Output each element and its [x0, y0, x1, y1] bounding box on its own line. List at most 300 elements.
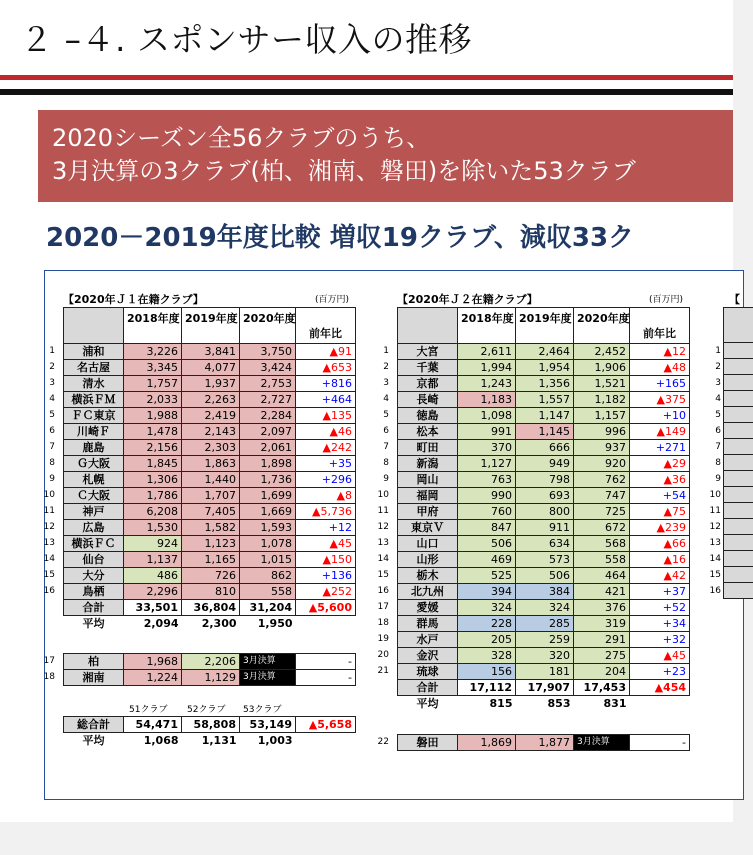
- club-name: Ｃ大阪: [64, 488, 124, 504]
- row-number: 7: [715, 442, 721, 452]
- value-2020: 2,097: [240, 424, 296, 440]
- row-number: 3: [383, 378, 389, 388]
- total-row: [64, 600, 356, 616]
- average-2018: 2,094: [143, 617, 179, 631]
- club-row: [64, 472, 356, 488]
- club-name: 千葉: [398, 360, 458, 376]
- club-row: [398, 520, 690, 536]
- header-yoy: 前年比: [630, 308, 690, 344]
- club-row: [398, 552, 690, 568]
- row-number: 6: [49, 426, 55, 436]
- club-name: 横浜ＦＭ: [64, 392, 124, 408]
- value-yoy: ▲150: [296, 552, 356, 568]
- value-2018: 763: [458, 472, 516, 488]
- club-name: 清水: [64, 376, 124, 392]
- value-yoy: ▲46: [296, 424, 356, 440]
- row-number: 5: [715, 410, 721, 420]
- value-yoy: ▲239: [630, 520, 690, 536]
- club-row: [64, 568, 356, 584]
- j2-excluded-table: [397, 734, 690, 751]
- row-number: 1: [383, 346, 389, 356]
- value-2020: 291: [574, 632, 630, 648]
- banner-line-2: 3月決算の3クラブ(柏、湘南、磐田)を除いた53クラブ: [52, 157, 636, 185]
- comparison-subtitle: 2020－2019年度比較 増収19クラブ、減収33ク: [46, 223, 635, 253]
- total-row: [398, 680, 690, 696]
- header-2019: 2019年度: [516, 308, 574, 344]
- row-number: 11: [43, 506, 55, 516]
- value-2019: 1,356: [516, 376, 574, 392]
- j3-club-cell: [723, 583, 753, 599]
- value-yoy: ▲16: [630, 552, 690, 568]
- value-2020-march-fiscal: 3月決算: [574, 735, 630, 751]
- row-number: 4: [383, 394, 389, 404]
- value-yoy: +35: [296, 456, 356, 472]
- value-2018: 3,345: [124, 360, 182, 376]
- value-2018: 205: [458, 632, 516, 648]
- value-2019: 1,129: [182, 670, 240, 686]
- value-2020: 2,284: [240, 408, 296, 424]
- row-number: 11: [709, 506, 721, 516]
- value-yoy: +136: [296, 568, 356, 584]
- value-2020: 376: [574, 600, 630, 616]
- average-2020: 831: [603, 697, 627, 711]
- value-2018: 486: [124, 568, 182, 584]
- grand-average-2020: 1,003: [257, 734, 293, 748]
- row-number: 9: [49, 474, 55, 484]
- club-row: [398, 488, 690, 504]
- banner-line-1: 2020シーズン全56クラブのうち、: [52, 124, 431, 152]
- value-2019: 798: [516, 472, 574, 488]
- row-number: 19: [377, 634, 389, 644]
- club-row: [398, 456, 690, 472]
- club-name: 柏: [64, 654, 124, 670]
- total-2020: 31,204: [240, 600, 296, 616]
- grand-total-yoy: ▲5,658: [296, 717, 356, 733]
- value-2019: 693: [516, 488, 574, 504]
- average-2019: 853: [547, 697, 571, 711]
- value-2018: 324: [458, 600, 516, 616]
- row-number: 15: [377, 570, 389, 580]
- value-yoy: ▲5,736: [296, 504, 356, 520]
- row-number: 18: [377, 618, 389, 628]
- value-2019: 1,937: [182, 376, 240, 392]
- value-2018: 525: [458, 568, 516, 584]
- club-name: 町田: [398, 440, 458, 456]
- j1-unit: (百万円): [315, 295, 350, 305]
- row-number: 18: [43, 672, 55, 682]
- value-2020-march-fiscal: 3月決算: [240, 670, 296, 686]
- value-yoy: ▲149: [630, 424, 690, 440]
- value-2020: 1,898: [240, 456, 296, 472]
- value-yoy: ▲45: [630, 648, 690, 664]
- value-yoy: +816: [296, 376, 356, 392]
- total-2019: 17,907: [516, 680, 574, 696]
- row-number: 4: [49, 394, 55, 404]
- average-yoy-empty: [630, 696, 690, 712]
- value-2018: 394: [458, 584, 516, 600]
- club-name: 仙台: [64, 552, 124, 568]
- club-row: [398, 376, 690, 392]
- value-2019: 1,440: [182, 472, 240, 488]
- j1-excluded-table: [63, 653, 356, 686]
- row-number: 7: [49, 442, 55, 452]
- total-2020: 17,453: [574, 680, 630, 696]
- value-2019: 4,077: [182, 360, 240, 376]
- row-number: 10: [43, 490, 55, 500]
- value-2020: 319: [574, 616, 630, 632]
- value-2018: 1,530: [124, 520, 182, 536]
- value-2020: 558: [574, 552, 630, 568]
- row-number: 1: [49, 346, 55, 356]
- value-2020: 1,521: [574, 376, 630, 392]
- value-2019: 573: [516, 552, 574, 568]
- club-row: [64, 440, 356, 456]
- j3-club-cell: [723, 551, 753, 567]
- value-2018: 991: [458, 424, 516, 440]
- club-name: 金沢: [398, 648, 458, 664]
- page-title: ２ –４. スポンサー収入の推移: [20, 20, 472, 59]
- j3-club-cell: [723, 439, 753, 455]
- club-header: [64, 308, 124, 344]
- row-number: 10: [709, 490, 721, 500]
- value-yoy: +296: [296, 472, 356, 488]
- header-row: [398, 308, 690, 344]
- club-row: [398, 664, 690, 680]
- value-2020: 3,424: [240, 360, 296, 376]
- value-2018: 1,869: [458, 735, 516, 751]
- j3-club-cell: [723, 503, 753, 519]
- club-name: 大宮: [398, 344, 458, 360]
- value-yoy: +34: [630, 616, 690, 632]
- grand-average-yoy-empty: [296, 733, 356, 749]
- average-row: [398, 696, 690, 712]
- value-2018: 1,845: [124, 456, 182, 472]
- value-2019: 2,206: [182, 654, 240, 670]
- club-name: 鹿島: [64, 440, 124, 456]
- value-2018: 847: [458, 520, 516, 536]
- header-2019: 2019年度: [182, 308, 240, 344]
- row-number: 5: [383, 410, 389, 420]
- j2-unit: (百万円): [649, 295, 684, 305]
- club-name: 岡山: [398, 472, 458, 488]
- row-number: 2: [715, 362, 721, 372]
- value-2020-march-fiscal: 3月決算: [240, 654, 296, 670]
- value-2019: 1,863: [182, 456, 240, 472]
- value-2019: 7,405: [182, 504, 240, 520]
- club-row: [398, 504, 690, 520]
- club-name: 徳島: [398, 408, 458, 424]
- value-2018: 760: [458, 504, 516, 520]
- value-2020: 920: [574, 456, 630, 472]
- row-number: 6: [383, 426, 389, 436]
- average-yoy-empty: [296, 616, 356, 632]
- club-row: [398, 568, 690, 584]
- club-name: 磐田: [398, 735, 458, 751]
- row-number: 12: [709, 522, 721, 532]
- title-rule-black: [0, 89, 733, 95]
- value-2020: 2,727: [240, 392, 296, 408]
- value-2019: 949: [516, 456, 574, 472]
- value-2020: 1,699: [240, 488, 296, 504]
- club-row: [64, 456, 356, 472]
- value-2020: 275: [574, 648, 630, 664]
- value-yoy: ▲29: [630, 456, 690, 472]
- club-name: 名古屋: [64, 360, 124, 376]
- value-yoy: +464: [296, 392, 356, 408]
- count-label-2020: 53クラブ: [243, 705, 282, 715]
- average-label: 平均: [416, 697, 439, 711]
- value-2019: 1,582: [182, 520, 240, 536]
- value-2018: 1,786: [124, 488, 182, 504]
- row-number: 3: [715, 378, 721, 388]
- grand-average-label: 平均: [82, 734, 105, 748]
- header-2020: 2020年度: [240, 308, 296, 344]
- value-yoy: ▲8: [296, 488, 356, 504]
- value-2020: 204: [574, 664, 630, 680]
- club-name: 福岡: [398, 488, 458, 504]
- value-yoy: -: [630, 735, 690, 751]
- grand-average-2018: 1,068: [143, 734, 179, 748]
- value-yoy: +165: [630, 376, 690, 392]
- club-row: [398, 536, 690, 552]
- value-2020: 558: [240, 584, 296, 600]
- club-name: 横浜ＦＣ: [64, 536, 124, 552]
- row-number: 12: [43, 522, 55, 532]
- value-yoy: +12: [296, 520, 356, 536]
- average-label: 平均: [82, 617, 105, 631]
- club-name: 琉球: [398, 664, 458, 680]
- club-header: [398, 308, 458, 344]
- total-yoy: ▲454: [630, 680, 690, 696]
- value-yoy: ▲42: [630, 568, 690, 584]
- row-number: 20: [377, 650, 389, 660]
- total-label: 合計: [398, 680, 458, 696]
- club-row: [64, 488, 356, 504]
- j3-club-cell: [723, 567, 753, 583]
- j1-table: [63, 307, 356, 632]
- club-row: [398, 392, 690, 408]
- value-yoy: +54: [630, 488, 690, 504]
- value-2019: 1,147: [516, 408, 574, 424]
- club-row: [398, 360, 690, 376]
- value-yoy: ▲91: [296, 344, 356, 360]
- row-number: 12: [377, 522, 389, 532]
- value-2018: 1,137: [124, 552, 182, 568]
- row-number: 17: [377, 602, 389, 612]
- j3-club-cell: [723, 391, 753, 407]
- value-yoy: ▲375: [630, 392, 690, 408]
- value-2018: 924: [124, 536, 182, 552]
- value-2019: 726: [182, 568, 240, 584]
- club-name: 松本: [398, 424, 458, 440]
- row-number: 6: [715, 426, 721, 436]
- value-2020: 2,753: [240, 376, 296, 392]
- value-yoy: ▲45: [296, 536, 356, 552]
- club-name: 東京Ｖ: [398, 520, 458, 536]
- value-2019: 2,303: [182, 440, 240, 456]
- value-2018: 1,224: [124, 670, 182, 686]
- row-number: 8: [383, 458, 389, 468]
- j3-club-cell: [723, 375, 753, 391]
- value-2019: 810: [182, 584, 240, 600]
- value-2019: 666: [516, 440, 574, 456]
- club-row: [64, 376, 356, 392]
- value-2019: 259: [516, 632, 574, 648]
- club-row: [64, 344, 356, 360]
- value-2020: 2,061: [240, 440, 296, 456]
- club-name: 川崎Ｆ: [64, 424, 124, 440]
- row-number: 16: [709, 586, 721, 596]
- value-2020: 747: [574, 488, 630, 504]
- club-name: 愛媛: [398, 600, 458, 616]
- value-2018: 1,968: [124, 654, 182, 670]
- row-number: 15: [43, 570, 55, 580]
- value-2018: 1,306: [124, 472, 182, 488]
- header-2018: 2018年度: [124, 308, 182, 344]
- value-2020: 1,182: [574, 392, 630, 408]
- value-yoy: +23: [630, 664, 690, 680]
- club-name: 山形: [398, 552, 458, 568]
- value-yoy: ▲242: [296, 440, 356, 456]
- club-row: [398, 424, 690, 440]
- row-number: 13: [377, 538, 389, 548]
- row-number: 14: [43, 554, 55, 564]
- grand-total-2018: 54,471: [124, 717, 182, 733]
- value-2018: 2,033: [124, 392, 182, 408]
- sponsor-tables-figure: [44, 270, 744, 800]
- club-name: 神戸: [64, 504, 124, 520]
- value-2020: 568: [574, 536, 630, 552]
- grand-average-row: [64, 733, 356, 749]
- club-row: [64, 392, 356, 408]
- club-row: [64, 408, 356, 424]
- value-2019: 1,123: [182, 536, 240, 552]
- club-row: [64, 360, 356, 376]
- row-number: 14: [377, 554, 389, 564]
- row-number: 1: [715, 346, 721, 356]
- summary-banner: [38, 110, 733, 202]
- average-2018: 815: [489, 697, 513, 711]
- j1-table-title: 【2020年Ｊ１在籍クラブ】: [63, 293, 204, 306]
- total-2018: 33,501: [124, 600, 182, 616]
- header-yoy: 前年比: [296, 308, 356, 344]
- value-2020: 1,157: [574, 408, 630, 424]
- value-2019: 181: [516, 664, 574, 680]
- header-2018: 2018年度: [458, 308, 516, 344]
- j2-excluded-row: [398, 735, 690, 751]
- club-name: 水戸: [398, 632, 458, 648]
- club-row: [398, 632, 690, 648]
- average-2020: 1,950: [257, 617, 293, 631]
- row-number: 9: [383, 474, 389, 484]
- value-yoy: +37: [630, 584, 690, 600]
- j3-club-cell: [723, 423, 753, 439]
- value-2020: 937: [574, 440, 630, 456]
- value-yoy: -: [296, 670, 356, 686]
- club-row: [64, 504, 356, 520]
- club-name: 新潟: [398, 456, 458, 472]
- row-number: 3: [49, 378, 55, 388]
- value-yoy: ▲135: [296, 408, 356, 424]
- row-number: 21: [377, 666, 389, 676]
- row-number: 10: [377, 490, 389, 500]
- value-2018: 370: [458, 440, 516, 456]
- j3-club-cell: [723, 487, 753, 503]
- value-yoy: ▲252: [296, 584, 356, 600]
- value-yoy: +10: [630, 408, 690, 424]
- value-2019: 3,841: [182, 344, 240, 360]
- club-name: 鳥栖: [64, 584, 124, 600]
- value-2018: 1,243: [458, 376, 516, 392]
- value-2018: 6,208: [124, 504, 182, 520]
- row-number: 2: [383, 362, 389, 372]
- row-number: 8: [49, 458, 55, 468]
- value-2018: 228: [458, 616, 516, 632]
- value-2020: 1,015: [240, 552, 296, 568]
- value-2018: 1,183: [458, 392, 516, 408]
- grand-total-2020: 53,149: [240, 717, 296, 733]
- j2-table-title: 【2020年Ｊ２在籍クラブ】: [397, 293, 538, 306]
- value-2018: 2,296: [124, 584, 182, 600]
- value-2018: 506: [458, 536, 516, 552]
- value-2020: 762: [574, 472, 630, 488]
- club-row: [398, 584, 690, 600]
- value-2019: 384: [516, 584, 574, 600]
- club-name: 甲府: [398, 504, 458, 520]
- club-name: 札幌: [64, 472, 124, 488]
- club-row: [398, 344, 690, 360]
- value-yoy: ▲12: [630, 344, 690, 360]
- count-label-2019: 52クラブ: [187, 705, 226, 715]
- value-2019: 1,877: [516, 735, 574, 751]
- club-row: [398, 408, 690, 424]
- j3-club-cell: [723, 535, 753, 551]
- value-2018: 2,156: [124, 440, 182, 456]
- value-yoy: ▲653: [296, 360, 356, 376]
- j3-club-cell: [723, 407, 753, 423]
- grand-total-2019: 58,808: [182, 717, 240, 733]
- j2-table: [397, 307, 690, 712]
- total-2018: 17,112: [458, 680, 516, 696]
- value-2020: 2,452: [574, 344, 630, 360]
- value-2018: 3,226: [124, 344, 182, 360]
- row-number: 5: [49, 410, 55, 420]
- value-2019: 2,419: [182, 408, 240, 424]
- value-2019: 911: [516, 520, 574, 536]
- value-2018: 990: [458, 488, 516, 504]
- header-row: [64, 308, 356, 344]
- value-2018: 2,611: [458, 344, 516, 360]
- j3-header-cell: [723, 307, 753, 343]
- value-2020: 672: [574, 520, 630, 536]
- value-yoy: ▲48: [630, 360, 690, 376]
- value-2019: 1,557: [516, 392, 574, 408]
- row-number: 7: [383, 442, 389, 452]
- row-number: 16: [377, 586, 389, 596]
- club-name: ＦＣ東京: [64, 408, 124, 424]
- j3-club-cell: [723, 343, 753, 359]
- row-number: 16: [43, 586, 55, 596]
- row-number: 11: [377, 506, 389, 516]
- value-2020: 1,736: [240, 472, 296, 488]
- count-label-2018: 51クラブ: [129, 705, 168, 715]
- club-row: [64, 536, 356, 552]
- value-2019: 1,145: [516, 424, 574, 440]
- header-2020: 2020年度: [574, 308, 630, 344]
- total-yoy: ▲5,600: [296, 600, 356, 616]
- value-2020: 1,078: [240, 536, 296, 552]
- club-row: [398, 440, 690, 456]
